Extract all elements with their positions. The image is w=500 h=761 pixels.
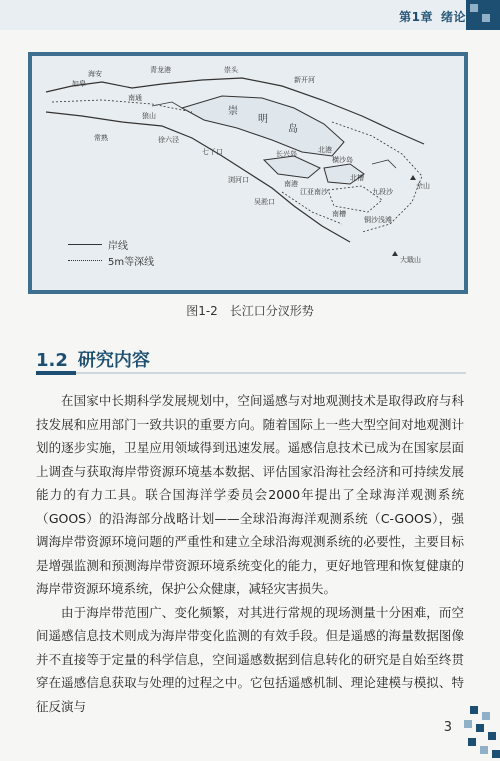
map-label: 南槽 bbox=[332, 210, 346, 218]
map-label: 崇头 bbox=[224, 66, 238, 74]
legend-shoreline bbox=[68, 236, 154, 252]
figure-caption: 图1-2 长江口分汊形势 bbox=[186, 304, 314, 318]
map-label: 七丫口 bbox=[202, 148, 223, 156]
paragraph: 由于海岸带范围广、变化频繁，对其进行常规的现场测量十分困难，而空间遥感信息技术则成为海岸带变化监测的有效手段。但是遥感的海量数据图像并不直接等于定量的科学信息，空间遥感数据到信息转化的研究是自始至终贯穿在遥感信息获取与处理的过程之中。它包括遥感机制、理论建模与模拟、特征反演与 bbox=[36, 604, 464, 714]
map-label: 常熟 bbox=[94, 134, 108, 142]
map-label: 明 bbox=[258, 114, 268, 125]
map-label: 铜沙浅滩 bbox=[364, 216, 392, 224]
map-label: 吴淞口 bbox=[254, 198, 275, 206]
map-label: 大戢山 bbox=[400, 256, 421, 264]
map-label: 江亚南沙 bbox=[300, 188, 328, 196]
running-header bbox=[0, 0, 500, 30]
chapter-number: 第1章 bbox=[399, 10, 433, 24]
footer-corner-blocks bbox=[460, 706, 500, 761]
map-label: 海安 bbox=[88, 70, 102, 78]
shoreline-swatch bbox=[68, 244, 102, 245]
map-label: 佘山 bbox=[416, 182, 430, 190]
legend-depth-line-label: 5m等深线 bbox=[108, 256, 155, 268]
map-label: 南通 bbox=[128, 94, 142, 102]
map-label: 南港 bbox=[284, 180, 298, 188]
paragraph: 在国家中长期科学发展规划中，空间遥感与对地观测技术是取得政府与科技发展和应用部门一致共识的重要方向。随着国际上一些大型空间对地观测计划的逐步实施，卫星应用领域得到迅速发展。遥感信息技术已成为在国家层面上调查与获取海岸带资源环境基本数据、评估国家沿海社会经济和可持续发展能力的有力工具。联合国海洋学委员会2000年提出了全球海洋观测系统（GOOS）的沿海部分战略计划——全球沿海海洋观测系统（C-GOOS），强调海岸带资源环境问题的严重性和建立全球沿海观测系统的必要性，主要目标是增强监测和预测海岸带资源环境系统变化的能力，更好地管理和恢复健康的海岸带资源环境系统，保护公众健康，减轻灾害损失。 bbox=[36, 393, 464, 596]
map-legend bbox=[68, 236, 154, 268]
section-divider bbox=[36, 372, 466, 374]
map-label: 如皋 bbox=[72, 80, 86, 88]
map-label: 新开河 bbox=[294, 76, 315, 84]
map-label: 狼山 bbox=[142, 112, 156, 120]
chapter-title: 绪论 bbox=[440, 10, 466, 24]
section-title: 研究内容 bbox=[77, 350, 150, 371]
depth-line-swatch bbox=[68, 260, 102, 261]
map-label: 岛 bbox=[288, 124, 298, 135]
section-divider-accent bbox=[36, 371, 76, 375]
map-figure bbox=[28, 52, 468, 294]
page-number: 3 bbox=[443, 720, 452, 735]
chapter-heading bbox=[399, 8, 466, 25]
section-number: 1.2 bbox=[36, 350, 68, 371]
map-label: 徐六泾 bbox=[158, 136, 179, 144]
map-label: 九段沙 bbox=[372, 188, 393, 196]
map-label: 横沙岛 bbox=[332, 156, 353, 164]
body-text bbox=[36, 389, 464, 718]
map-label: 崇 bbox=[228, 106, 238, 117]
map-label: 长兴岛 bbox=[276, 150, 297, 158]
map-label: 浏河口 bbox=[228, 176, 249, 184]
header-corner-blocks bbox=[466, 0, 500, 30]
legend-depth-line bbox=[68, 252, 154, 268]
section-heading bbox=[36, 346, 150, 372]
map-label: 北港 bbox=[318, 146, 332, 154]
map-label: 北槽 bbox=[350, 174, 364, 182]
map-label: 青龙港 bbox=[150, 66, 171, 74]
legend-shoreline-label: 岸线 bbox=[108, 240, 128, 252]
